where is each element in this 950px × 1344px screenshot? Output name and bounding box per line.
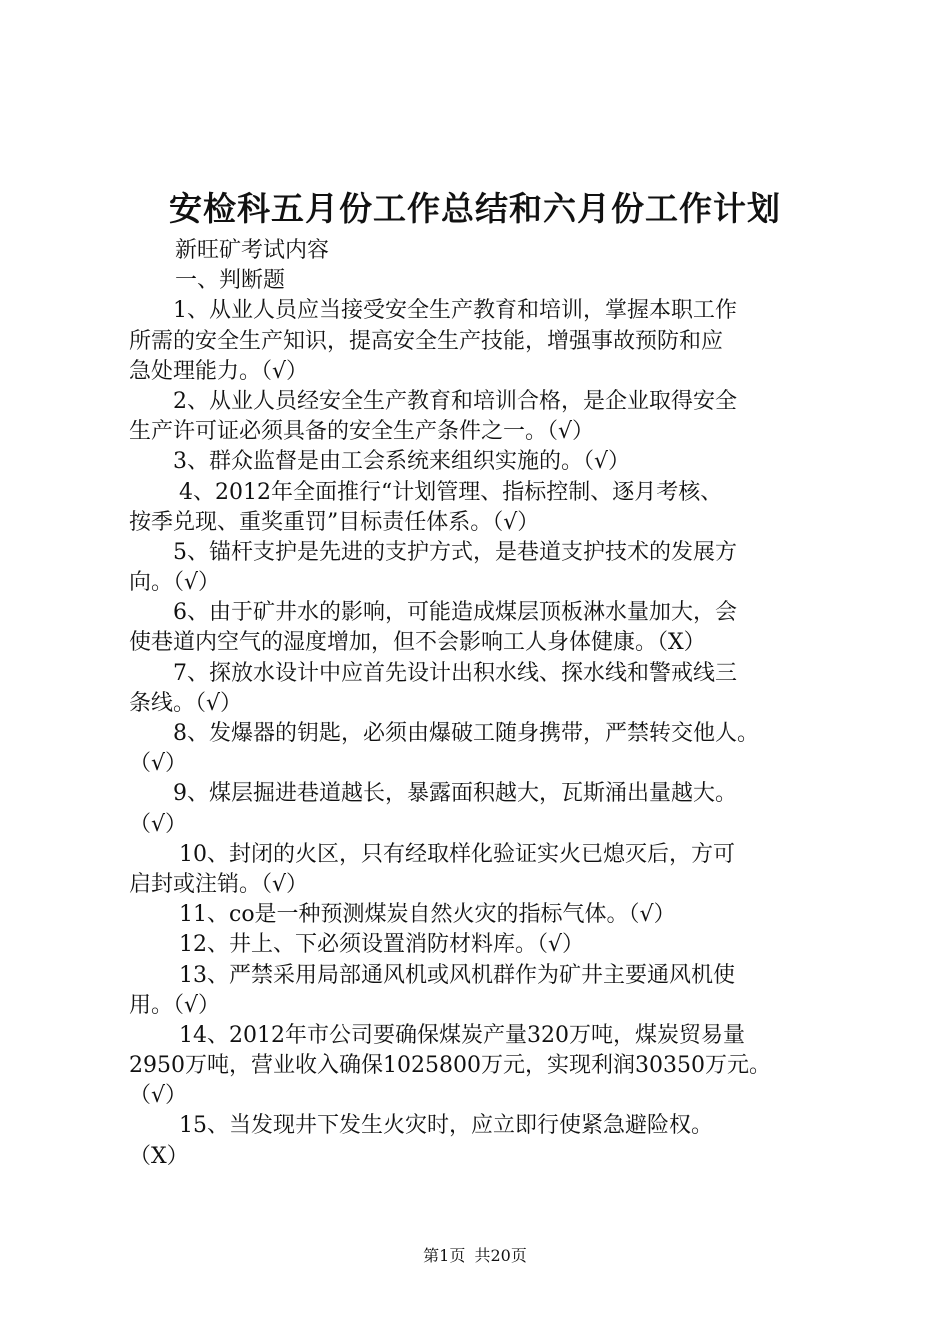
text-line: 10、封闭的火区，只有经取样化验证实火已熄灭后，方可	[179, 841, 735, 867]
document-subtitle: 新旺矿考试内容	[175, 238, 330, 263]
text-line: 6、由于矿井水的影响，可能造成煤层顶板淋水量加大，会	[173, 600, 737, 626]
page-footer	[0, 1244, 950, 1268]
text-line: 所需的安全生产知识，提高安全生产技能，增强事故预防和应	[129, 328, 724, 354]
text-line: 使巷道内空气的湿度增加，但不会影响工人身体健康。（X）	[129, 630, 706, 656]
text-line: 9、煤层掘进巷道越长，暴露面积越大，瓦斯涌出量越大。	[173, 781, 737, 807]
text-line: （√）	[129, 751, 188, 777]
text-line: 15、当发现井下发生火灾时，应立即行使紧急避险权。	[179, 1113, 713, 1139]
text-line: 12、井上、下必须设置消防材料库。（√）	[179, 932, 585, 958]
text-line: 8、发爆器的钥匙，必须由爆破工随身携带，严禁转交他人。	[173, 721, 759, 746]
text-line: 13、严禁采用局部通风机或风机群作为矿井主要通风机使	[179, 962, 735, 988]
text-line: 2、从业人员经安全生产教育和培训合格，是企业取得安全	[173, 388, 737, 414]
text-line: 条线。（√）	[129, 690, 243, 716]
document-title: 安检科五月份工作总结和六月份工作计划	[169, 189, 781, 228]
document-body	[129, 236, 839, 1172]
text-line: 7、探放水设计中应首先设计出积水线、探水线和警戒线三	[173, 660, 737, 686]
text-line: 1、从业人员应当接受安全生产教育和培训，掌握本职工作	[173, 298, 737, 324]
text-line: 急处理能力。（√）	[129, 358, 309, 384]
text-line: 2950万吨，营业收入确保1025800万元，实现利润30350万元。	[129, 1053, 771, 1079]
page-number: 第1页	[423, 1246, 466, 1265]
text-line: 按季兑现、重奖重罚”目标责任体系。（√）	[129, 509, 540, 535]
text-line: （X）	[129, 1143, 189, 1169]
question-list	[129, 296, 839, 1171]
text-line: （√）	[129, 811, 188, 837]
text-line: 11、co是一种预测煤炭自然火灾的指标气体。（√）	[179, 902, 676, 928]
section-heading: 一、判断题	[175, 268, 286, 294]
text-line: 4、2012年全面推行“计划管理、指标控制、逐月考核、	[179, 479, 723, 505]
text-line: （√）	[129, 1083, 188, 1109]
page-total: 共20页	[474, 1246, 527, 1265]
text-line: 3、群众监督是由工会系统来组织实施的。（√）	[173, 449, 631, 475]
text-line: 用。（√）	[129, 992, 221, 1018]
text-line: 向。（√）	[129, 570, 221, 596]
text-line: 生产许可证必须具备的安全生产条件之一。（√）	[129, 419, 595, 445]
text-line: 启封或注销。（√）	[129, 871, 309, 897]
text-line: 5、锚杆支护是先进的支护方式，是巷道支护技术的发展方	[173, 539, 737, 565]
text-line: 14、2012年市公司要确保煤炭产量320万吨，煤炭贸易量	[179, 1022, 745, 1048]
